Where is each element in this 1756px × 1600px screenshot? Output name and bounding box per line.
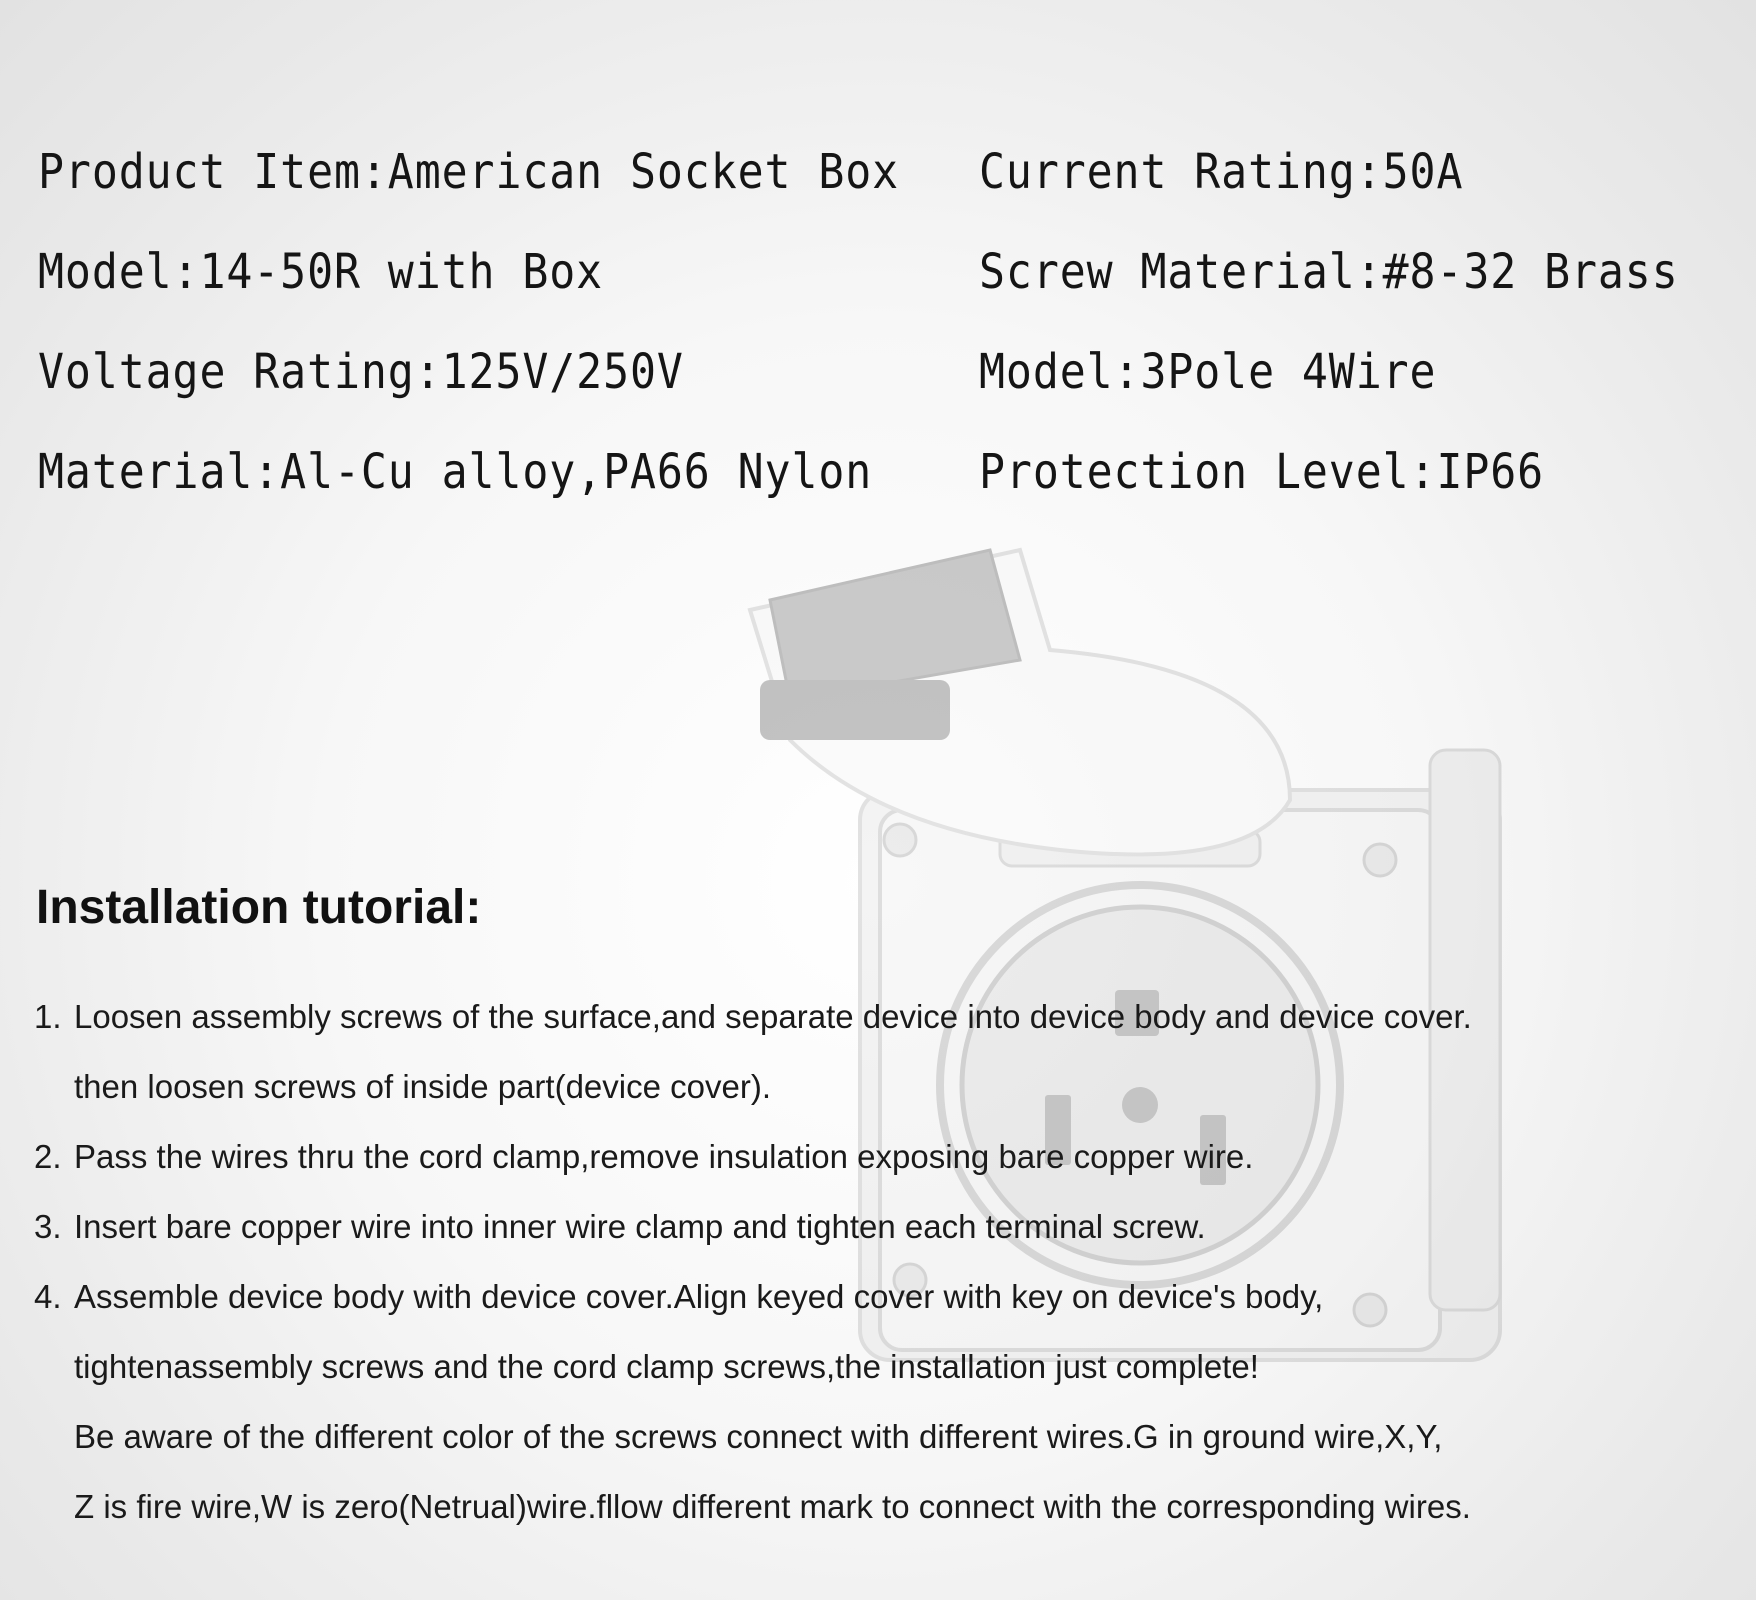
step-number: 3. (34, 1208, 62, 1245)
step-line (34, 1472, 1574, 1542)
step-line (34, 1122, 1574, 1192)
step-line (34, 1052, 1574, 1122)
step-text: Pass the wires thru the cord clamp,remove insulation exposing bare copper wire. (74, 1138, 1254, 1175)
spec-current-rating: Current Rating:50A (979, 144, 1464, 200)
spec-list (38, 122, 1679, 522)
spec-column-right (979, 122, 1756, 522)
step-line (34, 982, 1574, 1052)
step-number: 4. (34, 1278, 62, 1315)
step-line (34, 1192, 1574, 1262)
mounting-hole (884, 824, 916, 856)
step-line (34, 1332, 1574, 1402)
step-text: Be aware of the different color of the screws connect with different wires.G in ground wire,X,Y, (74, 1418, 1443, 1455)
tutorial-steps (34, 982, 1574, 1542)
step-text: then loosen screws of inside part(device cover). (74, 1068, 771, 1105)
spec-product-item: Product Item:American Socket Box (38, 144, 900, 200)
tutorial-title: Installation tutorial: (36, 881, 482, 934)
step-number: 2. (34, 1138, 62, 1175)
spec-model: Model:14-50R with Box (38, 244, 604, 300)
spec-column-left (38, 122, 995, 522)
spec-voltage-rating: Voltage Rating:125V/250V (38, 344, 684, 400)
spec-protection-level: Protection Level:IP66 (979, 444, 1545, 500)
step-text: Assemble device body with device cover.Align keyed cover with key on device's body, (74, 1278, 1324, 1315)
step-text: Loosen assembly screws of the surface,and separate device into device body and device cover. (74, 998, 1472, 1035)
step-line (34, 1402, 1574, 1472)
step-number: 1. (34, 998, 62, 1035)
spec-pole-wire: Model:3Pole 4Wire (979, 344, 1437, 400)
step-text: Z is fire wire,W is zero(Netrual)wire.fllow different mark to connect with the corresponding wires. (74, 1488, 1471, 1525)
spec-material: Material:Al-Cu alloy,PA66 Nylon (38, 444, 873, 500)
step-text: tightenassembly screws and the cord clamp screws,the installation just complete! (74, 1348, 1259, 1385)
spec-screw-material: Screw Material:#8-32 Brass (979, 244, 1679, 300)
mounting-hole (1364, 844, 1396, 876)
lid-grip (760, 680, 950, 740)
step-text: Insert bare copper wire into inner wire clamp and tighten each terminal screw. (74, 1208, 1206, 1245)
step-line (34, 1262, 1574, 1332)
